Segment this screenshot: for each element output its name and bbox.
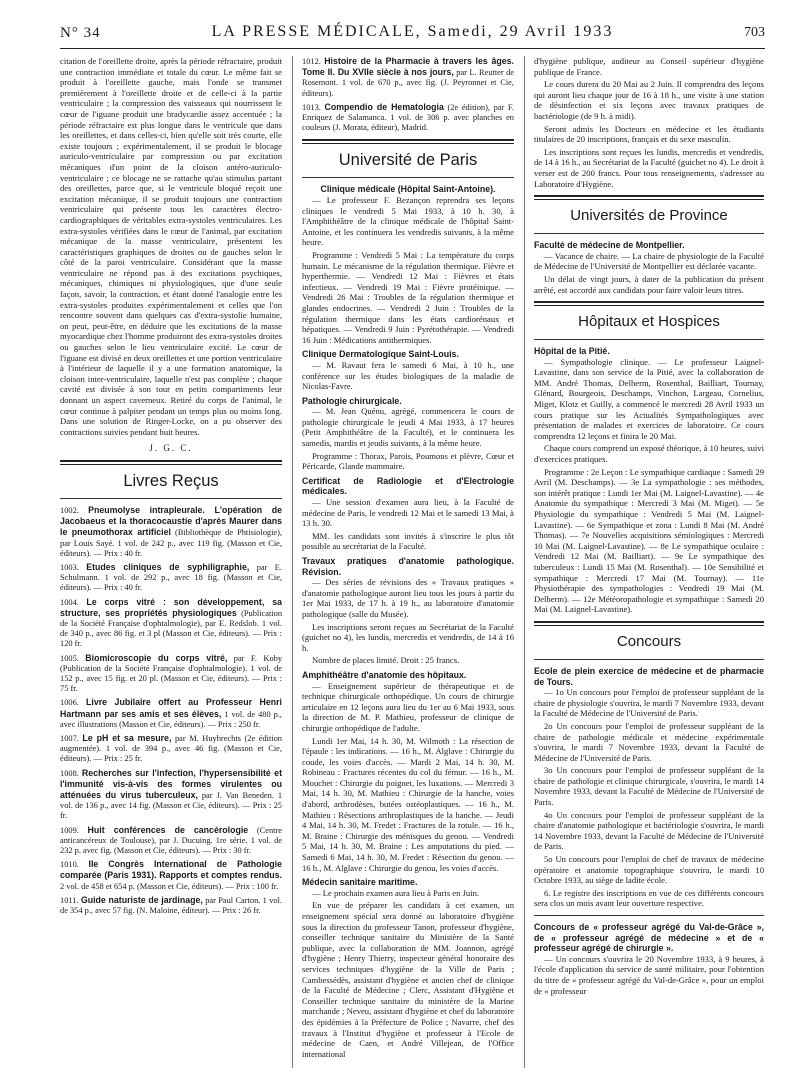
notice-radiologie — [302, 476, 514, 552]
notice-heading: Pathologie chirurgicale. — [302, 395, 402, 406]
notice-paragraph: 3o Un concours pour l'emploi de professeur suppléant de la chaire de pathologie et clinique chirurgicale, s'ouvrira, le mardi 14 Novembre 1933, devant la Faculté de Médecine de l'Université de Paris. — [534, 765, 764, 808]
journal-title: LA PRESSE MÉDICALE, Samedi, 29 Avril 1933 — [211, 23, 614, 40]
book-list — [60, 505, 282, 916]
notice-paragraph: 2o Un concours pour l'emploi de professeur suppléant de la chaire de pathologie médicale et médecine expérimentale s'ouvrira, le mardi 7 Novembre 1933, devant la Faculté de Médecine de l'Université de Paris. — [534, 720, 764, 763]
book-entry: 1007. Le pH et sa mesure, par M. Huybrechts (2e édition augmentée). 1 vol. de 394 p., avec 46 fig. (Masson et Cie, éditeurs). — Prix : 25 fr. — [60, 733, 282, 764]
book-entry: 1008. Recherches sur l'infection, l'hypersensibilité et l'immunité vis-à-vis des formes virulentes ou atténuées du virus tuberculeux, par J. Van Beneden. 1 vol. de 136 p., avec 14 fig. (Masson et Cie, éditeurs). — Prix : 25 fr. — [60, 767, 282, 821]
notice-paragraph: Seront admis les Docteurs en médecine et les étudiants titulaires de 20 inscriptions, français et du sexe masculin. — [534, 123, 764, 145]
book-entry: 1002. Pneumolyse intrapleurale. L'opération de Jacobaeus et la thoracocaustie d'après Maurer dans le pneumothorax artificiel (Bibliothèque de Phtisiologie), par Louis Sayé. 1 vol. de 242 p., avec 119 fig. (Masson et Cie, éditeurs). — Prix : 40 fr. — [60, 504, 282, 558]
notice-paragraph: — M. Jean Quénu, agrégé, commencera le cours de pathologie chirurgicale le jeudi 4 Mai 1933, à 17 heures (Petit Amphithéâtre de la Faculté), et le continuera les samedis, mardis et jeudis suivants, à la même heure. — [302, 406, 514, 449]
section-title-livres: Livres Reçus — [123, 471, 219, 490]
book-entry: 1013. Compendio de Hematologia (2e édition), par F. Enriquez de Salamanca. 1 vol. de 306 p. avec planches en couleurs (J. Morata, éditeur), Madrid. — [302, 101, 514, 133]
column-1 — [60, 56, 282, 1068]
notice-amphitheatre-anatomie — [302, 670, 514, 873]
notice-paragraph: — Vacance de chaire. — La chaire de physiologie de la Faculté de Médecine de l'Université de Montpellier est déclarée vacante. — [534, 250, 764, 272]
section-title-universite-paris: Université de Paris — [338, 151, 478, 170]
section-rule — [302, 139, 514, 144]
notice-paragraph: — Un concours s'ouvrira le 20 Novembre 1933, à 9 heures, à l'école d'application du service de santé militaire, pour l'obtention du titre de « professeur agrégé du Val-de-Grâce », pour un emploi de « professeur — [534, 953, 764, 996]
notice-paragraph: Nombre de places limité. Droit : 25 francs. — [312, 655, 460, 666]
notice-paragraph: Programme : 2e Leçon : Le sympathique cardiaque : Samedi 29 Avril (M. Deschamps). — 3e La sympathologie : ses méthodes, son intérêt pratique : Lundi 1er Mai (M. Laignel-Lavastine). — 4e Anatomie du sympathique : Mercredi 3 Mai (M. Miget). — 5e Physiologie du sympathique : Vendredi 5 Mai (M. Laignel-Lavastine). — 6e Sympathique et zona : Lundi 8 Mai (M. André Thomas). — 7e Nouvelles acquisitions sémiologiques : Mercredi 10 Mai (M. Laignel-Lavastine). — 8e Le sympathique oculaire : Vendredi 12 Mai (M. Bailliart). — 9e Le sympathique des tuberculeux : Lundi 15 Mai (M. Rosenthal). — 10e Sensibilité et sympathique : Mercredi 17 Mai (M. Tournay). — 11e Physiothérapie des sympathologies : Vendredi 19 Mai (M. Delherm). — 12e Météoropathologie et sympathique : Samedi 20 Mai (M. Laignel-Lavastine). — [534, 466, 764, 615]
notice-heading: Clinique Dermatologique Saint-Louis. — [302, 349, 459, 360]
section-rule — [534, 915, 764, 916]
section-title-universites-province: Universités de Province — [570, 207, 728, 225]
notice-heading: Travaux pratiques d'anatomie pathologique. Révision. — [302, 556, 514, 577]
notice-paragraph: — Le professeur F. Bezançon reprendra ses leçons cliniques le vendredi 5 Mai 1933, à 10 h. 30, à l'Amphithéâtre de la clinique médicale de l'hôpital Saint-Antoine, et les continuera les vendredis suivants, à la même heure. — [302, 195, 514, 248]
notice-paragraph: Les inscriptions sont reçues les lundis, mercredis et vendredis, de 14 à 16 h., au Secrétariat de la Faculté (guichet no 4). Le droit à verser est de 200 francs. Pour tous renseignements, s'adresser au Laboratoire d'Hygiène. — [534, 146, 764, 189]
notice-paragraph: — M. Ravaut fera le samedi 6 Mai, à 10 h., une conférence sur les études biologiques de la maladie de Nicolas-Favre. — [302, 359, 514, 392]
book-entry: 1005. Biomicroscopie du corps vitré, par F. Koby (Publication de la Société Française d'ophtalmologie). 1 vol. de 152 p., avec 15 fig. et 20 pl. (Masson et Cie, éditeurs). — Prix : 75 fr. — [60, 652, 282, 694]
notice-paragraph: — 1o Un concours pour l'emploi de professeur suppléant de la chaire de physiologie s'ouvrira, le mardi 7 Novembre 1933, devant la Faculté de Médecine de l'Université de Paris. — [534, 687, 764, 719]
notice-paragraph: — Des séries de révisions des « Travaux pratiques » d'anatomie pathologique auront lieu tous les jours à partir du 1er Mai 1933, de 17 h. à 19 h., au laboratoire d'anatomie pathologique (salle du Musée). — [302, 577, 514, 619]
book-entry: 1012. Histoire de la Pharmacie à travers les âges. Tome II. Du XVIIe siècle à nos jours, par L. Reutter de Rosemont. 1 vol. de 670 p., avec fig. (J. Peyronnet et Cie, éditeurs). — [302, 56, 514, 98]
section-rule — [60, 460, 282, 465]
section-title-hopitaux: Hôpitaux et Hospices — [578, 313, 720, 331]
notice-heading: Concours de « professeur agrégé du Val-de-Grâce », de « professeur agrégé de médecine » et de « professeur agrégé de chirurgie ». — [534, 922, 764, 954]
column-3 — [534, 56, 764, 1068]
section-rule — [534, 233, 764, 234]
notice-heading: Faculté de médecine de Montpellier. — [534, 240, 685, 251]
notice-heading: Clinique médicale (Hôpital Saint-Antoine). — [320, 184, 496, 195]
notice-heading: Amphithéâtre d'anatomie des hôpitaux. — [302, 669, 467, 680]
notice-paragraph: Les inscriptions seront reçues au Secrétariat de la Faculté (guichet no 4), les lundis, mercredis et vendredis, de 14 à 16 h. — [302, 621, 514, 653]
book-entry: 1004. Le corps vitré : son développement, sa structure, ses propriétés physiologiques (Publication de la Société Française d'ophtalmologie), par E. Redslob. 1 vol. de 340 p., avec 86 fig. et 3 pl (Masson et Cie, éditeurs). — Prix : 120 fr. — [60, 596, 282, 649]
column-2 — [302, 56, 514, 1068]
notice-paragraph: En vue de préparer les candidats à cet examen, un enseignement spécial sera donné au laboratoire d'hygiène sous la direction du professeur Tanon, professeur d'hygiène, conseiller technique sanitaire du Ministère de la Santé publique, avec la collaboration de MM. Joannon, agrégé d'hygiène ; Henry Thierry, inspecteur général honoraire des services techniques d'hygiène de la Ville de Paris ; Cambessédès, assistant d'hygiène et ancien chef de clinique de la Faculté de Médecine ; Clerc, Assistant d'Hygiène et Conseiller technique sanitaire du ministère de la Marine marchande ; Neveu, assistant d'hygiène et chef du laboratoire des épidémies à la Préfecture de Police ; Navarre, chef des travaux à l'Institut d'hygiène et professeur à l'Ecole de médecine de Caen, et André Villejean, de l'Office international — [302, 900, 514, 1059]
book-entry: 1011. Guide naturiste de jardinage, par Paul Carton. 1 vol. de 354 p., avec 57 fig. (N. Maloine, éditeur). — Prix : 26 fr. — [60, 894, 282, 916]
notice-paragraph: 6. Le registre des inscriptions en vue de ces différents concours sera clos un mois avant leur ouverture respective. — [534, 887, 764, 909]
notice-paragraph: 4o Un concours pour l'emploi de professeur suppléant de la chaire d'anatomie pathologique et bactériologie s'ouvrira, le mardi 14 Novembre 1933, devant la Faculté de Médecine de l'Université de Paris. — [534, 809, 764, 852]
column-rule — [524, 56, 525, 1068]
section-rule — [534, 621, 764, 626]
book-entry: 1010. IIe Congrès International de Pathologie comparée (Paris 1931). Rapports et comptes rendus. 2 vol. de 458 et 654 p. (Masson et Cie, éditeurs). — Prix : 100 fr. — [60, 859, 282, 891]
notice-paragraph: Un délai de vingt jours, à dater de la publication du présent arrêté, est accordé aux candidats pour faire valoir leurs titres. — [534, 273, 764, 295]
notice-paragraph: Programme : Vendredi 5 Mai : La température du corps humain. Le mécanisme de la régulation thermique. Fièvre et hyperthermie. — Vendredi 12 Mai : Fièvres et états infectieux. — Vendredi 19 Mai : Fièvre protéinique. — Vendredi 26 Mai : Troubles de la régulation thermique et glandes endocrines. — Vendredi 2 Juin : Troubles de la régulation thermique dans les états cardiorénaux et hépatiques. — Vendredi 9 Juin : Pyrétothérapie. — Vendredi 16 Juin : Médications antithermiques. — [302, 249, 514, 345]
notice-pathologie-chirurgicale — [302, 396, 514, 472]
section-rule — [302, 177, 514, 178]
notice-paragraph: 5o Un concours pour l'emploi de chef de travaux de médecine opératoire et anatomie topographique s'ouvrira, le mardi 10 Octobre 1933, au siège de ladite école. — [534, 854, 764, 886]
article-signature: J. G. C. — [149, 443, 193, 454]
notice-paragraph: Lundi 1er Mai, 14 h. 30, M. Wilmoth : La résection de l'épaule : les indications. — 16 h., M. Alglave : Chirurgie du coude, les voies d'accès. — Mardi 2 Mai, 14 h. 30, M. Robineau : Fractures récentes du col du fémur. — 16 h., M. Mouchet : Chirurgie du poignet, les luxations. — Mercredi 3 Mai, 14 h. 30, M. Mathieu : Chirurgie de la hanche, voies d'abord, arthrodèses, butées ostéoplastiques. — 16 h., M. Mathieu : Résections arthroplastiques de la hanche. — Jeudi 4 Mai, 14 h. 30, M. Fredet : Fractures de la rotule. — 16 h., M. Braine : Chirurgie des ménisques du genou. — Vendredi 5 Mai, 14 h. 30, M. Braine : Les amputations du pied. — Samedi 6 Mai, 14 h. 30, M. Fredet : Résection du genou. — 16 h., M. Alglave : Chirurgie du genou, les voies d'accès. — [302, 735, 514, 873]
book-entry: 1003. Etudes cliniques de syphiligraphie, par E. Schulmann. 1 vol. de 292 p., avec 18 fig. (Masson et Cie, éditeurs). — Prix : 40 fr. — [60, 561, 282, 593]
book-entry: 1006. Livre Jubilaire offert au Professeur Henri Hartmann par ses amis et ses élèves, 1 vol. de 480 p., avec illustrations (Masson et Cie, éditeurs). — Prix : 250 fr. — [60, 697, 282, 729]
header-rule — [60, 48, 765, 49]
issue-number: N° 34 — [60, 25, 101, 41]
notice-paragraph: d'hygiène publique, auditeur au Conseil supérieur d'hygiène publique de France. — [534, 56, 764, 77]
notice-paragraph: Programme : Thorax, Parois, Poumons et plèvre, Cœur et Péricarde, Glande mammaire. — [302, 450, 514, 472]
notice-paragraph: — Enseignement supérieur de thérapeutique et de technique chirurgicale orthopédique. Un cours de chirurgie articulaire en 12 leçons aura lieu du 1er au 6 Mai 1933, sous la direction de M. P. Mathieu, professeur de clinique de chirurgie orthopédique de l'adulte. — [302, 680, 514, 733]
notice-paragraph: Le cours durera du 20 Mai au 2 Juin. Il comprendra des leçons qui auront lieu chaque jour de 16 à 18 h., une visite à une station de désinfection et six leçons avec travaux pratiques de bactériologie (de 9 h. à midi). — [534, 79, 764, 121]
notice-heading: Certificat de Radiologie et d'Electrologie médicales. — [302, 475, 514, 497]
section-rule — [534, 195, 764, 200]
notice-paragraph: Chaque cours comprend un exposé théorique, à 10 heures, suivi d'exercices pratiques. — [534, 443, 764, 465]
notice-paragraph: — Une session d'examen aura lieu, à la Faculté de médecine de Paris, le vendredi 12 Mai et le samedi 13 Mai, à 13 h. 30. — [302, 497, 514, 529]
notice-heading: Hôpital de la Pitié. — [534, 346, 610, 357]
section-rule — [534, 301, 764, 306]
section-title-concours: Concours — [616, 632, 682, 650]
notice-paragraph: — Le prochain examen aura lieu à Paris en Juin. — [312, 887, 480, 898]
section-rule — [534, 339, 764, 340]
notice-heading: Médecin sanitaire maritime. — [302, 877, 418, 888]
notice-travaux-pratiques — [302, 556, 514, 666]
column-rule — [292, 56, 293, 1068]
section-rule — [60, 498, 282, 499]
section-rule — [534, 659, 764, 660]
notice-paragraph: — Sympathologie clinique. — Le professeur Laignel-Lavastine, dans son service de la Pitié, avec la collaboration de MM. André Thomas, Delherm, Rosenthal, Bailliart, Tournay, Glénard, Bourgeois, Deschamps, Vinchon, Largeau, Cornelius, Miget, Klotz et Guilly, a commencé le mercredi 28 Avril 1933 un cours pratique sur les Actualités Sympathologiques avec présentation de malades et exercices de laboratoire. Ce cours comprendra 12 leçons et finira le 20 Mai. — [534, 356, 764, 441]
notice-medecin-sanitaire — [302, 877, 514, 1059]
article-paragraph: citation de l'oreillette droite, après la période réfractaire, produit une contraction immédiate et totale du cœur. Le même fait se produit à l'oreillette gauche, mais l'onde se transmet premièrement à l'oreillette droite et de celle-ci à la partie ventriculaire ; la compression des vaisseaux qui nourrissent le cœur de l'iguane produit une bradycardie assez accentuée ; la période réfractaire est plus longue dans le ventricule que dans les oreillettes, et dans celles-ci, bien qu'elle soit très courte, elle existe toujours ; expérimentalement, il se produit le blocage auriculo-ventriculaire par compression ou par excitation mécaniques d'un point de la cloison antéro-auriculo-ventriculaire ; ce blocage ne se rattache qu'au stimulus partant des oreillettes, parce que, si le ventricule bloqué reçoit une excitation mécanique, il se produit toujours une contraction ventriculaire qui présente tous les caractères électro-cardiographiques de véritables extra-systoles ventriculaires. Les extra-systoles vérifiées dans le cœur de l'animal, par excitation mécanique de la masse ventriculaire, présentent les caractéristiques graphiques de droites ou de gauches selon le côté de la paroi ventriculaire. Considérant que la masse ventriculaire ne répond pas à des excitations psychiques, mécaniques, chimiques ni physiologiques, que d'une seule façon, savoir, la contraction, et étant donné l'analogie entre les extra-systoles produites expérimentalement et celles que l'on rencontre souvent dans quelques cas d'extra-systolie humaine, on peut, peut-être, en déduire que les excitations de la masse myocardique chez l'homme produiront des extra-systoles droites ou gauches selon le lieu ventriculaire excité. Le cœur de l'iguane est divisé en deux oreillettes et une portion ventriculaire à l'intérieur de laquelle il y a une formation anatomique, la cloison inter-ventriculaire, laquelle n'est pas complète ; chaque cavité est divisée à son tour en petits compartiments leur donnant un aspect caverneux. Retiré du corps de l'animal, le cœur continue à palpiter pendant un temps plus ou moins long. Dans une solution de Ringer-Locke, on a pu observer des contractions suivies pendant huit heures. — [60, 56, 282, 437]
notice-paragraph: MM. les candidats sont invités à s'inscrire le plus tôt possible au secrétariat de la Faculté. — [302, 530, 514, 552]
notice-clinique-medicale — [302, 184, 514, 345]
notice-heading: Ecole de plein exercice de médecine et de pharmacie de Tours. — [534, 665, 764, 687]
page-number: 703 — [744, 25, 765, 40]
page-header — [60, 20, 765, 48]
notice-clinique-dermatologique — [302, 349, 514, 391]
book-entry: 1009. Huit conférences de cancérologie (Centre anticancéreux de Toulouse), par J. Ducuing. 1re série. 1 vol. de 232 p. avec fig. (Masson et Cie, éditeurs). — Prix : 30 fr. — [60, 824, 282, 856]
